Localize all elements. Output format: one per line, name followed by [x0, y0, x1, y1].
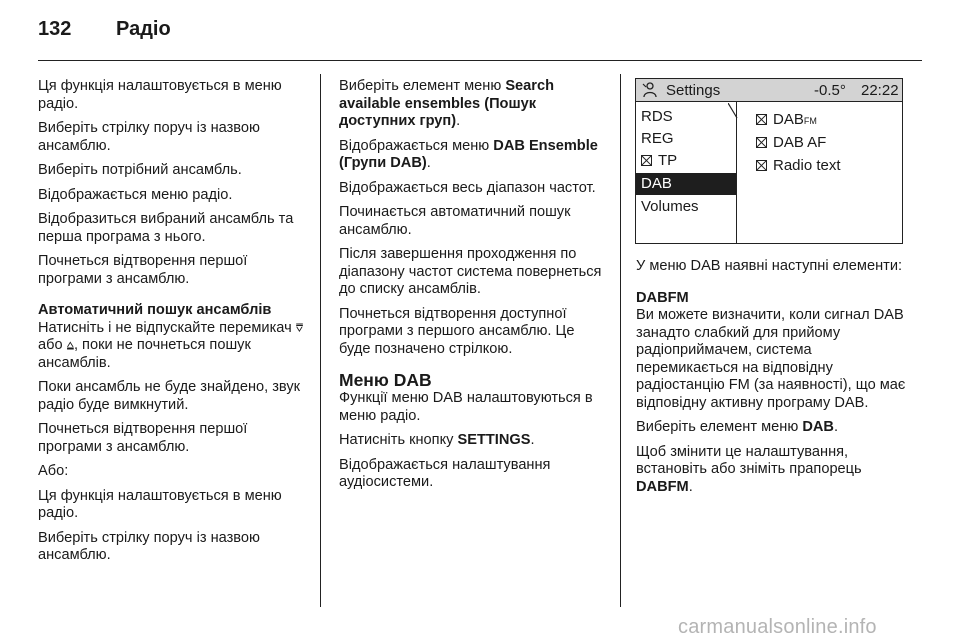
submenu-pointer-icon [728, 103, 744, 119]
text-run: , поки не почнеться пошук ансамблів. [38, 337, 251, 371]
option-label: DAB AF [773, 134, 827, 151]
menu-item-name: DAB [802, 419, 834, 435]
screen-status-bar [636, 79, 902, 102]
column-3 [636, 78, 906, 503]
paragraph: Відображається меню радіо. [38, 186, 233, 203]
section-subheading: DABFM [636, 289, 689, 306]
text-run: Натисніть кнопку [339, 432, 458, 448]
column-divider-1 [320, 74, 321, 607]
clock-readout: 22:22 [861, 82, 899, 99]
paragraph: Відображається весь діапазон частот. [339, 179, 596, 196]
watermark: carmanualsonline.info [678, 616, 877, 638]
paragraph [636, 419, 906, 437]
paragraph: Ця функція налаштовується в меню радіо. [38, 78, 282, 112]
menu-item-dab[interactable]: DAB [636, 173, 736, 195]
section-subheading: Автоматичний пошук ансамблів [38, 302, 272, 318]
paragraph [38, 320, 306, 373]
settings-person-icon [641, 82, 659, 98]
checkbox-icon [756, 160, 767, 171]
paragraph: Або: [38, 463, 69, 479]
paragraph: Почнеться відтворення першої програми з ансамблю. [38, 421, 248, 455]
menu-item-name: Search available ensembles (Пошук доступних груп) [339, 78, 555, 129]
text-run: . [426, 155, 431, 171]
menu-item-reg[interactable]: REG [641, 130, 674, 147]
column-divider-2 [620, 74, 621, 607]
menu-item-label: TP [658, 152, 678, 169]
section-heading: Меню DAB [339, 370, 432, 390]
column-1 [38, 78, 306, 572]
column-2 [339, 78, 609, 499]
paragraph: Ви можете визначити, коли сигнал DAB занадто слабкий для прийому радіоприймачем, система перемикається на відповідну радіостанцію FM (за наявності), що має відповідну активну програму DAB. [636, 307, 906, 411]
option-radio-text[interactable] [756, 156, 841, 176]
screen-divider [736, 102, 737, 244]
option-name: DABFM [636, 478, 689, 495]
text-run: . [688, 478, 693, 495]
paragraph: Функції меню DAB налаштовуються в меню радіо. [339, 390, 593, 424]
paragraph: Виберіть стрілку поруч із назвою ансамблю. [38, 120, 260, 154]
option-label: DAB [773, 111, 804, 128]
header-divider [38, 60, 922, 61]
settings-screenshot [635, 78, 903, 244]
paragraph: Виберіть стрілку поруч із назвою ансамблю. [38, 529, 260, 563]
paragraph: Виберіть потрібний ансамбль. [38, 162, 242, 178]
paragraph: Починається автоматичний пошук ансамблю. [339, 204, 571, 238]
paragraph: Почнеться відтворення доступної програми з першого ансамблю. Це буде позначено стрілкою. [339, 305, 575, 357]
paragraph [339, 432, 609, 450]
option-dab-af[interactable] [756, 133, 826, 153]
seek-up-icon: ⩠ [66, 338, 74, 352]
paragraph [339, 138, 609, 173]
text-run: Відображається меню [339, 137, 494, 154]
paragraph: Почнеться відтворення першої програми з ансамблю. [38, 253, 248, 287]
text-run: Виберіть елемент меню [636, 419, 803, 435]
menu-name: DAB Ensemble (Групи DAB) [339, 137, 598, 171]
text-run: або [38, 337, 67, 353]
checkbox-icon [641, 155, 652, 166]
text-run: . [530, 432, 535, 448]
checkbox-icon [756, 137, 767, 148]
paragraph: Після завершення проходження по діапазону частот система повернеться до списку ансамблів. [339, 246, 602, 297]
menu-item-volumes[interactable]: Volumes [641, 198, 699, 215]
paragraph [339, 78, 609, 131]
screen-menu-list [636, 102, 736, 244]
text-run: Натисніть і не відпускайте перемикач [38, 319, 296, 336]
option-label-suffix: FM [803, 116, 817, 126]
paragraph [636, 444, 906, 497]
button-name: SETTINGS [457, 432, 531, 448]
page-title: Радіо [116, 18, 171, 40]
paragraph: У меню DAB наявні наступні елементи: [636, 258, 903, 274]
text-run: . [456, 113, 461, 129]
text-run: . [833, 419, 839, 435]
screen-title: Settings [666, 82, 721, 99]
paragraph: Відобразиться вибраний ансамбль та перша програма з нього. [38, 211, 294, 245]
page-number: 132 [38, 18, 72, 40]
menu-item-rds[interactable]: RDS [641, 108, 673, 125]
seek-down-icon: ⩢ [295, 320, 304, 335]
paragraph: Поки ансамбль не буде знайдено, звук радіо буде вимкнутий. [38, 379, 301, 413]
page-header [38, 18, 922, 48]
text-run: Щоб змінити це налаштування, встановіть або зніміть прапорець [636, 443, 862, 477]
menu-item-tp[interactable] [636, 150, 736, 172]
text-run: Виберіть елемент меню [339, 78, 506, 94]
checkbox-icon [756, 114, 767, 125]
option-label: Radio text [773, 157, 841, 174]
temperature-readout: -0.5° [814, 82, 846, 99]
paragraph: Відображається налаштування аудіосистеми. [339, 456, 551, 490]
paragraph: Ця функція налаштовується в меню радіо. [38, 487, 282, 521]
option-dabfm[interactable] [756, 110, 817, 130]
